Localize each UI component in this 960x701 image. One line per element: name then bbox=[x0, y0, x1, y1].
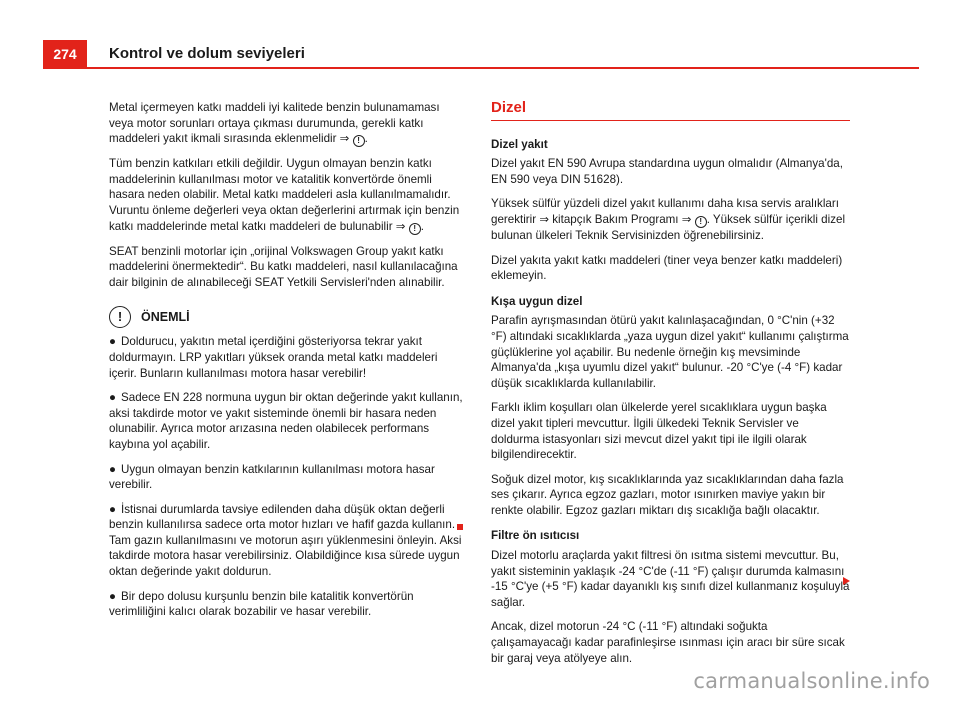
page-number: 274 bbox=[43, 40, 87, 68]
watermark: carmanualsonline.info bbox=[693, 669, 930, 693]
warning-ref-icon: ! bbox=[409, 223, 421, 235]
warning-title: ÖNEMLİ bbox=[141, 309, 190, 324]
section-title: Dizel bbox=[491, 100, 850, 121]
paragraph: Ancak, dizel motorun -24 °C (-11 °F) altındaki soğukta çalışamayacağı kadar parafinleşirse ısınması için aracı bir süre sıcak bir garaj veya atölyeye alın. bbox=[491, 620, 845, 665]
paragraph bbox=[109, 156, 465, 234]
list-item bbox=[109, 589, 465, 620]
paragraph: Soğuk dizel motor, kış sıcaklıklarında yaz sıcaklıklarından daha fazla ses çıkarır. Ayrıca egzoz gazları, motor ısınırken maviye yakın bir renkte olabilir. Egzoz gazları miktarı dış sıcaklığa bağlı olacaktır. bbox=[491, 472, 844, 517]
header-divider bbox=[43, 67, 919, 69]
warning-ref-icon: ! bbox=[353, 135, 365, 147]
bullet-icon: ● bbox=[109, 391, 117, 405]
subheading: Filtre ön ısıtıcısı bbox=[491, 529, 580, 543]
subheading: Kışa uygun dizel bbox=[491, 294, 583, 308]
bullet-icon: ● bbox=[109, 589, 117, 603]
list-item bbox=[109, 390, 465, 452]
paragraph-text: . bbox=[420, 219, 424, 233]
paragraph bbox=[109, 100, 465, 147]
page-title: Kontrol ve dolum seviyeleri bbox=[109, 45, 305, 62]
paragraph-text: . Yüksek sülfür içerikli dizel bulunan ülkeleri Teknik Servisinizden öğrenebilirsiniz. bbox=[491, 212, 846, 242]
paragraph bbox=[491, 196, 850, 243]
paragraph: SEAT benzinli motorlar için „orijinal Volkswagen Group yakıt katkı maddelerini önermektedir“. Bu katkı maddeleri, nasıl kullanılacağına dair bilginin de alınabileceği SEAT Yetkili Servisleri'nden alınabilir. bbox=[109, 244, 458, 289]
subheading: Dizel yakıt bbox=[491, 137, 548, 151]
paragraph-text: Metal içermeyen katkı maddeli iyi kalitede benzin bulunamaması veya motor sorunları ortaya çıkması durumunda, gerekli katkı maddeleri yakıt ikmali sırasında eklenmelidir ⇒ bbox=[109, 101, 440, 146]
list-item-text: Doldurucu, yakıtın metal içerdiğini gösteriyorsa tekrar yakıt doldurmayın. LRP yakıtları yüksek oranda metal katkı maddeleri içerir. Bunların kullanılması motora hasar verebilir! bbox=[109, 335, 438, 380]
warning-icon: ! bbox=[109, 306, 131, 328]
list-item-text: Sadece EN 228 normuna uygun bir oktan değerinde yakıt kullanın, aksi takdirde motor ve yakıt sisteminde önemli bir hasara neden olunabilir. Ayrıca motor arızasına neden olabilecek performans kaybına yol açabilir. bbox=[109, 391, 463, 451]
paragraph-text: Yüksek sülfür yüzdeli dizel yakıt kullanımı daha kısa servis aralıkları gerektirir ⇒ kitapçık Bakım Programı ⇒ bbox=[491, 197, 839, 226]
paragraph-text: Tüm benzin katkıları etkili değildir. Uygun olmayan benzin katkı maddelerinin kullanılması motor ve katalitik konvertörde önemli hasara neden olabilir. Metal katkı maddeleri asla kullanılmamalıdır. Vuruntu önleme değerleri veya oktan değerlerini artırmak için benzin katkı maddelerinde metal katkı maddeleri de bulunabilir ⇒ bbox=[109, 157, 460, 233]
paragraph: Dizel yakıta yakıt katkı maddeleri (tiner veya benzer katkı maddeleri) eklemeyin. bbox=[491, 253, 843, 283]
paragraph: Parafin ayrışmasından ötürü yakıt kalınlaşacağından, 0 °C'nin (+32 °F) altındaki sıcaklıklarda „yaza uygun dizel yakıt“ kullanımı çalıştırma güçlüklerine yol açabilir. Bu nedenle örneğin kış mevsiminde Almanya'da „kışa uyumlu dizel yakıt“ bulunur. -20 °C'ye (-4 °F) kadar düşük sıcaklıklarda kullanılabilir. bbox=[491, 314, 849, 390]
continue-arrow-icon bbox=[843, 577, 850, 585]
list-item-text: İstisnai durumlarda tavsiye edilenden daha düşük oktan değerli benzin kullanılırsa sadece orta motor hızları ve hafif gazda kullanın. Tam gazın kullanılmasını ve motorun aşırı yüklenmesini önleyin. Aksi takdirde motora hasar verebilirsiniz. Olabildiğince kısa sürede uygun oktan değerinde yakıt doldurun. bbox=[109, 502, 462, 579]
bullet-icon: ● bbox=[109, 335, 117, 349]
warning-header bbox=[109, 306, 465, 328]
warning-ref-icon: ! bbox=[695, 216, 707, 228]
list-item-text: Uygun olmayan benzin katkılarının kullanılması motora hasar verebilir. bbox=[109, 462, 435, 492]
paragraph: Dizel motorlu araçlarda yakıt filtresi ön ısıtma sistemi mevcuttur. Bu, yakıt sisteminin yaklaşık -24 °C'de (-11 °F) çalışır durumda kalmasını -15 °C'ye (+5 °F) kadar dayanıklı kış sınıfı dizel kullanmanız koşuluyla sağlar. bbox=[491, 549, 850, 609]
list-item bbox=[109, 462, 465, 493]
paragraph: Farklı iklim koşulları olan ülkelerde yerel sıcaklıklara uygun başka dizel yakıt tipleri mevcuttur. İlgili ülkedeki Teknik Servisler ve doldurma istasyonları sizi mevcut dizel yakıt tipi ile ilgili olarak bilgilendirecektir. bbox=[491, 401, 827, 462]
right-column bbox=[491, 100, 850, 675]
end-of-section-icon bbox=[457, 524, 463, 530]
left-column bbox=[109, 100, 465, 629]
list-item bbox=[109, 334, 465, 381]
paragraph: Dizel yakıt EN 590 Avrupa standardına uygun olmalıdır (Almanya'da, EN 590 veya DIN 51628). bbox=[491, 157, 843, 186]
bullet-icon: ● bbox=[109, 462, 117, 476]
list-item-text: Bir depo dolusu kurşunlu benzin bile katalitik konvertörün verimliliğini kalıcı olarak bozabilir ve hasar verebilir. bbox=[109, 589, 414, 619]
bullet-icon: ● bbox=[109, 502, 117, 516]
paragraph-text: . bbox=[364, 132, 368, 146]
list-item bbox=[109, 502, 465, 580]
